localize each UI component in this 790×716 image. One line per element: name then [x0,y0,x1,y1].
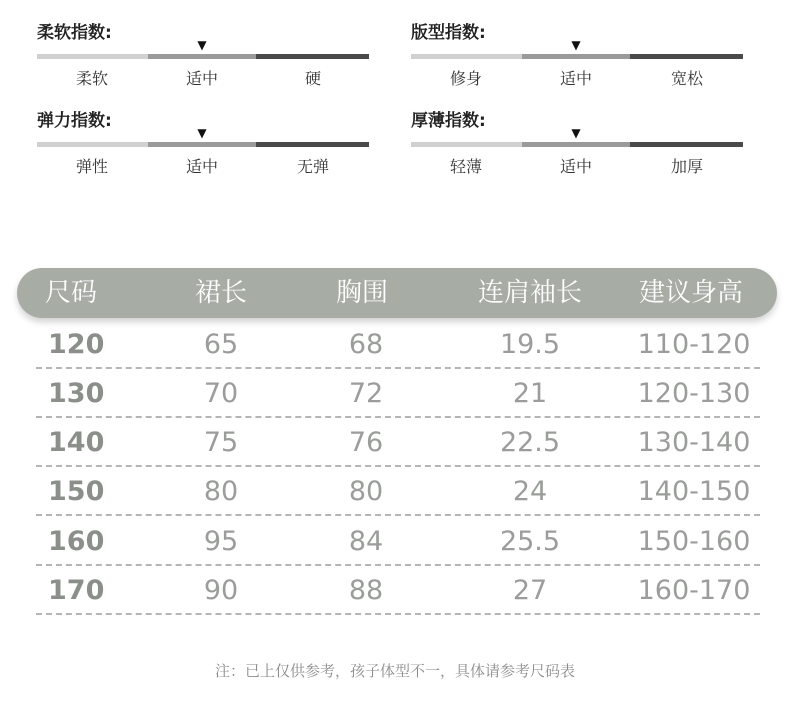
footnote: 注：已上仅供参考，孩子体型不一，具体请参考尺码表 [214,662,575,680]
gauge-segment-mid [522,142,630,147]
chest-cell: 76 [348,427,384,458]
skirt-length-cell: 90 [203,575,239,606]
gauge-bar [411,142,743,147]
header-sleeve-length: 连肩袖长 [477,278,583,308]
sleeve-length-cell: 25.5 [499,526,561,557]
skirt-length-cell: 75 [203,427,239,458]
gauge-segment-low [37,54,148,59]
skirt-length-cell: 95 [203,526,239,557]
gauge-label: 适中 [185,69,219,88]
table-row [36,418,760,467]
gauge-label: 硬 [304,69,322,88]
table-row [36,320,760,369]
size-cell: 150 [48,476,105,507]
gauge-segment-low [37,142,148,147]
gauge-labels [37,66,369,88]
header-chest: 胸围 [335,278,389,308]
gauge-labels [411,66,743,88]
gauge-labels [411,154,743,176]
indicator-triangle-icon: ▼ [571,38,581,52]
height-cell: 120-130 [637,378,751,409]
height-cell: 130-140 [637,427,751,458]
height-cell: 110-120 [637,329,751,360]
gauge-label: 加厚 [670,157,704,176]
header-suggested-height: 建议身高 [638,278,744,308]
size-cell: 130 [48,378,105,409]
height-cell: 140-150 [637,476,751,507]
chest-cell: 88 [348,575,384,606]
indicator-triangle-icon: ▼ [197,126,207,140]
gauge-bar [37,54,369,59]
header-skirt-length: 裙长 [194,278,248,308]
gauge-title: 柔软指数: [37,23,112,43]
size-cell: 170 [48,575,105,606]
sleeve-length-cell: 24 [512,476,548,507]
gauge-segment-high [256,142,369,147]
sleeve-length-cell: 27 [512,575,548,606]
table-row [36,566,760,615]
gauge-label: 适中 [185,157,219,176]
gauge-segment-low [411,142,522,147]
gauge-bar [37,142,369,147]
gauge-bar [411,54,743,59]
gauge-segment-mid [522,54,630,59]
sleeve-length-cell: 22.5 [499,427,561,458]
gauge-segment-high [630,54,743,59]
gauge-label: 柔软 [75,69,109,88]
gauge-label: 无弹 [296,157,330,176]
gauge-segment-low [411,54,522,59]
skirt-length-cell: 65 [203,329,239,360]
gauge-label: 适中 [559,69,593,88]
height-cell: 150-160 [637,526,751,557]
height-cell: 160-170 [637,575,751,606]
skirt-length-cell: 80 [203,476,239,507]
table-row [36,369,760,418]
sleeve-length-cell: 19.5 [499,329,561,360]
gauge-label: 适中 [559,157,593,176]
size-cell: 120 [48,329,105,360]
header-size: 尺码 [44,278,98,308]
gauge-label: 宽松 [670,69,704,88]
chest-cell: 68 [348,329,384,360]
gauge-title: 版型指数: [411,23,486,43]
indicator-triangle-icon: ▼ [197,38,207,52]
gauge-segment-high [256,54,369,59]
indicator-triangle-icon: ▼ [571,126,581,140]
gauge-labels [37,154,369,176]
table-row [36,467,760,516]
size-table-header [17,268,777,318]
gauge-segment-mid [148,54,256,59]
gauge-segment-mid [148,142,256,147]
gauge-label: 轻薄 [449,157,483,176]
sleeve-length-cell: 21 [512,378,548,409]
gauge-segment-high [630,142,743,147]
gauge-label: 修身 [449,69,483,88]
skirt-length-cell: 70 [203,378,239,409]
chest-cell: 84 [348,526,384,557]
chest-cell: 72 [348,378,384,409]
table-row [36,517,760,566]
gauge-title: 弹力指数: [37,111,112,131]
gauge-title: 厚薄指数: [411,111,486,131]
size-cell: 160 [48,526,105,557]
gauge-label: 弹性 [75,157,109,176]
size-cell: 140 [48,427,105,458]
chest-cell: 80 [348,476,384,507]
